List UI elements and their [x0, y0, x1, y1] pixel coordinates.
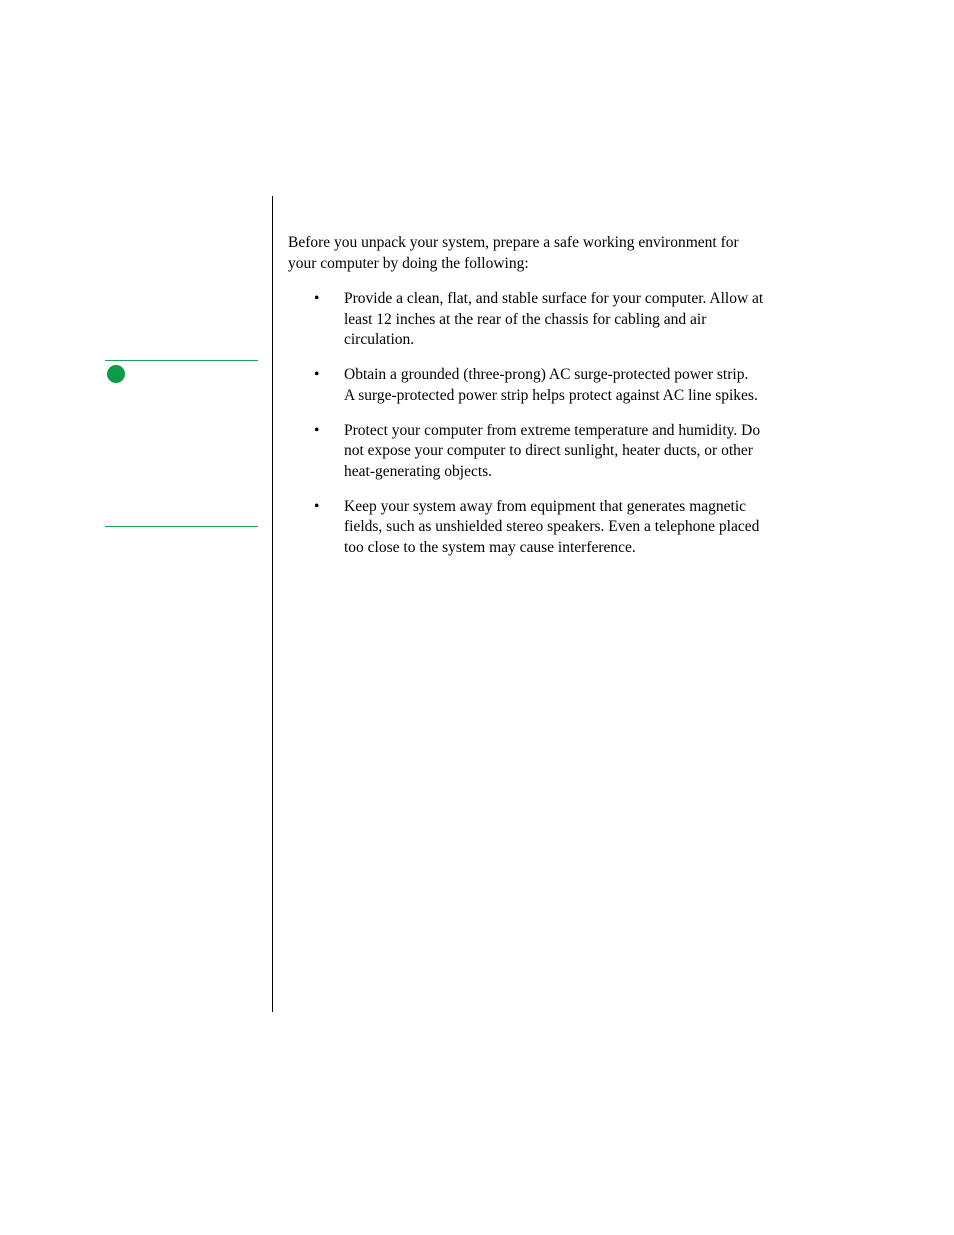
bullet-line: fields, such as unshielded stereo speakers. Even a telephone placed	[344, 518, 760, 535]
sidebar-note-bottom-rule	[105, 526, 258, 527]
bullet-line: A surge-protected power strip helps protect against AC line spikes.	[344, 386, 758, 404]
bullet-line: Protect your computer from extreme temperature and humidity. Do	[344, 421, 761, 439]
preparation-bullet-list	[314, 289, 784, 573]
bullet-marker: •	[314, 290, 320, 307]
intro-line: Before you unpack your system, prepare a safe working environment for	[288, 234, 739, 251]
sidebar-note-top-rule	[105, 360, 258, 361]
bullet-line: Provide a clean, flat, and stable surface for your computer. Allow at	[344, 290, 764, 307]
bullet-marker: •	[314, 366, 320, 383]
bullet-line: least 12 inches at the rear of the chassis for cabling and air	[344, 310, 707, 328]
bullet-line: not expose your computer to direct sunlight, heater ducts, or other	[344, 442, 753, 459]
bullet-item-power-strip	[314, 365, 784, 406]
bullet-marker: •	[314, 421, 320, 439]
bullet-marker: •	[314, 497, 320, 515]
margin-divider-line	[272, 196, 273, 1012]
bullet-item-magnetic-fields	[314, 497, 784, 559]
intro-paragraph	[288, 233, 788, 274]
bullet-line: circulation.	[344, 331, 415, 348]
bullet-line: Keep your system away from equipment that generates magnetic	[344, 497, 747, 515]
bullet-line: heat-generating objects.	[344, 462, 493, 480]
bullet-line: Obtain a grounded (three-prong) AC surge-protected power strip.	[344, 366, 749, 383]
bullet-item-surface	[314, 289, 784, 351]
intro-line: your computer by doing the following:	[288, 254, 529, 272]
bullet-line: too close to the system may cause interference.	[344, 538, 636, 556]
bullet-item-temperature	[314, 421, 784, 483]
green-circle-icon	[107, 365, 125, 383]
